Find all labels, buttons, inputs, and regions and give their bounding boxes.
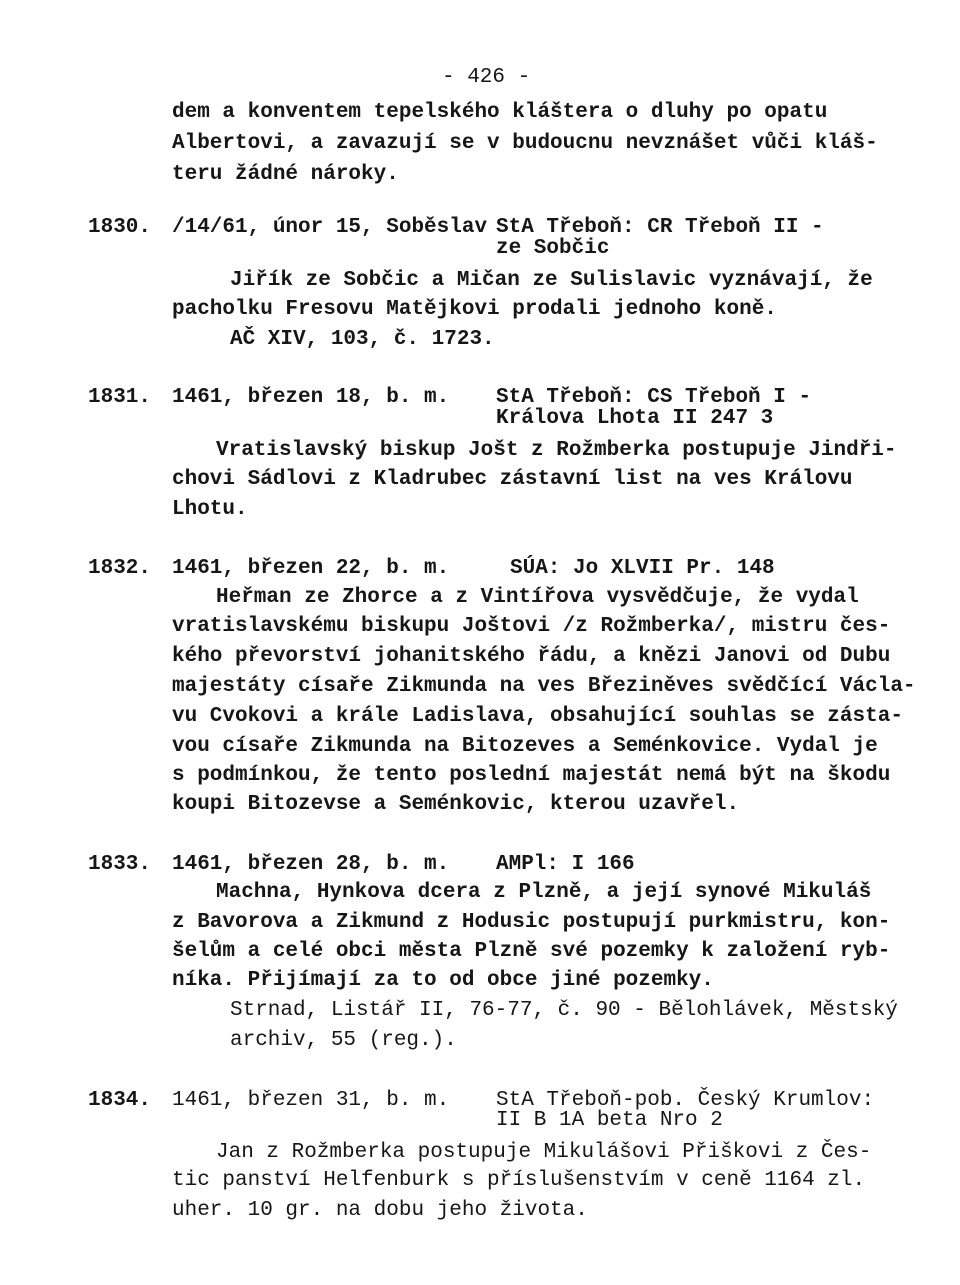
entry-reference: AČ XIV, 103, č. 1723. — [230, 328, 495, 351]
text-line: teru žádné nároky. — [172, 163, 399, 186]
text-line: s podmínkou, že tento poslední majestát nemá být na škodu — [172, 764, 891, 787]
entry-number: 1834. — [88, 1089, 152, 1112]
entry-date: /14/61, únor 15, Soběslav — [172, 216, 488, 239]
entry-number: 1831. — [88, 386, 152, 409]
text-line: Heřman ze Zhorce a z Vintířova vysvědčuje, že vydal — [216, 586, 859, 609]
entry-reference: archiv, 55 (reg.). — [230, 1029, 457, 1052]
text-line: z Bavorova a Zikmund z Hodusic postupují purkmistru, kon- — [172, 911, 891, 934]
text-line: dem a konventem tepelského kláštera o dluhy po opatu — [172, 101, 828, 124]
entry-date: 1461, březen 22, b. m. — [172, 557, 450, 580]
entry-archive: StA Třeboň: CS Třeboň I - — [496, 386, 812, 409]
text-line: majestáty císaře Zikmunda na ves Březiněves svědčící Václa- — [172, 675, 916, 698]
text-line: vou císaře Zikmunda na Bitozeves a Seménkovice. Vydal je — [172, 735, 878, 758]
text-line: Machna, Hynkova dcera z Plzně, a její synové Mikuláš — [216, 881, 872, 904]
entry-number: 1833. — [88, 853, 152, 876]
page-number: - 426 - — [442, 66, 531, 89]
text-line: níka. Přijímají za to od obce jiné pozemky. — [172, 969, 714, 992]
text-line: tic panství Helfenburk s příslušenstvím v ceně 1164 zl. — [172, 1169, 866, 1192]
entry-number: 1830. — [88, 216, 152, 239]
text-line: Jiřík ze Sobčic a Mičan ze Sulislavic vyznávají, že — [230, 269, 873, 292]
entry-archive: StA Třeboň-pob. Český Krumlov: — [496, 1089, 875, 1112]
entry-archive: ze Sobčic — [496, 237, 610, 260]
text-line: chovi Sádlovi z Kladrubec zástavní list na ves Královu — [172, 468, 853, 491]
text-line: Lhotu. — [172, 498, 248, 521]
text-line: Albertovi, a zavazují se v budoucnu nevznášet vůči kláš- — [172, 132, 878, 155]
text-line: šelům a celé obci města Plzně své pozemky k založení ryb- — [172, 940, 891, 963]
text-line: kého převorství johanitského řádu, a knězi Janovi od Dubu — [172, 645, 891, 668]
text-line: vratislavskému biskupu Joštovi /z Rožmberka/, mistru čes- — [172, 615, 891, 638]
entry-date: 1461, březen 28, b. m. — [172, 853, 450, 876]
entry-archive: AMPl: I 166 — [496, 853, 635, 876]
text-line: koupi Bitozevse a Seménkovic, kterou uzavřel. — [172, 793, 740, 816]
text-line: vu Cvokovi a krále Ladislava, obsahující souhlas se zásta- — [172, 705, 903, 728]
entry-archive: SÚA: Jo XLVII Pr. 148 — [510, 557, 775, 580]
entry-archive: Králova Lhota II 247 3 — [496, 407, 774, 430]
entry-reference: Strnad, Listář II, 76-77, č. 90 - Bělohlávek, Městský — [230, 999, 898, 1022]
text-line: uher. 10 gr. na dobu jeho života. — [172, 1199, 588, 1222]
entry-date: 1461, březen 31, b. m. — [172, 1089, 450, 1112]
text-line: Vratislavský biskup Jošt z Rožmberka postupuje Jindři- — [216, 439, 897, 462]
entry-archive: II B 1A beta Nro 2 — [496, 1109, 723, 1132]
entry-date: 1461, březen 18, b. m. — [172, 386, 450, 409]
entry-number: 1832. — [88, 557, 152, 580]
text-line: Jan z Rožmberka postupuje Mikulášovi Přiškovi z Čes- — [216, 1141, 872, 1164]
text-line: pacholku Fresovu Matějkovi prodali jednoho koně. — [172, 298, 777, 321]
entry-archive: StA Třeboň: CR Třeboň II - — [496, 216, 824, 239]
